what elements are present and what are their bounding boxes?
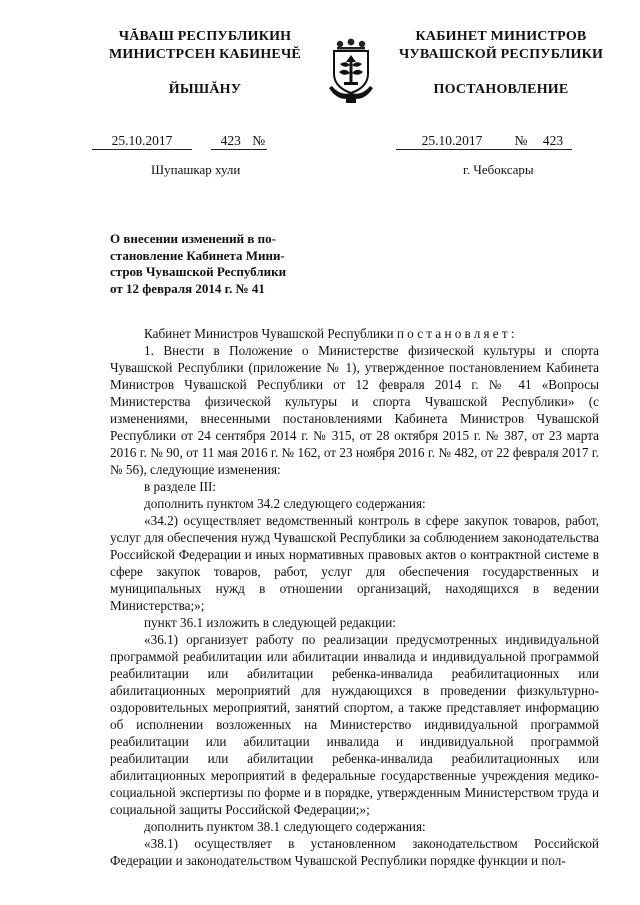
header-left-line2: МИНИСТРСЕН КАБИНЕЧĔ bbox=[109, 47, 301, 62]
header-left-line1: ЧĂВАШ РЕСПУБЛИКИН bbox=[118, 29, 292, 44]
header-left bbox=[90, 28, 320, 99]
doc-date-left: 25.10.2017 bbox=[92, 133, 192, 150]
body-paragraph: дополнить пунктом 34.2 следующего содержания: bbox=[144, 496, 426, 511]
body-paragraph: пункт 36.1 изложить в следующей редакции: bbox=[144, 615, 396, 630]
number-sign-left: № bbox=[252, 133, 266, 148]
doc-number-left: 423 bbox=[211, 133, 251, 150]
subject-line: стров Чувашской Республики bbox=[110, 264, 287, 280]
subject-line: О внесении изменений в по- bbox=[110, 231, 276, 246]
document-subject bbox=[110, 231, 306, 297]
header-right bbox=[382, 28, 620, 99]
document-body bbox=[110, 325, 599, 869]
intro-decree-word: постановляет: bbox=[396, 326, 518, 341]
subject-line: от 12 февраля 2014 г. № 41 bbox=[110, 280, 265, 296]
doc-number-line-right bbox=[396, 133, 572, 150]
body-paragraph: в разделе III: bbox=[144, 479, 217, 494]
doc-date-right: 25.10.2017 bbox=[396, 133, 508, 150]
header-right-doc-type: ПОСТАНОВЛЕНИЕ bbox=[433, 82, 569, 97]
body-paragraph: «38.1) осуществляет в установленном законодательством Российской Федерации и законодательством Чувашской Республики порядке функции и пол- bbox=[110, 836, 599, 868]
intro-paragraph bbox=[110, 325, 599, 342]
header-left-doc-type: ЙЫШĂНУ bbox=[168, 82, 242, 97]
city-left: Шупашкар хули bbox=[151, 162, 241, 177]
body-paragraph: 1. Внести в Положение о Министерстве физической культуры и спорта Чувашской Республики (приложение № 1), утвержденное постановлением Кабинета Министров Чувашской Республики от 12 февраля 2014 г. № 41 «Вопросы Министерства физической культуры и спорта Чувашской Республики» (с изменениями, внесенными постановлениями Кабинета Министров Чувашской Республики от 24 сентября 2014 г. № 315, от 28 октября 2015 г. № 387, от 23 марта 2016 г. № 90, от 11 мая 2016 г. № 162, от 23 ноября 2016 г. № 482, от 22 февраля 2017 г. № 56), следующие изменения: bbox=[110, 343, 599, 477]
body-paragraph: «34.2) осуществляет ведомственный контроль в сфере закупок товаров, работ, услуг для обеспечения нужд Чувашской Республики за соблюдением законодательства Российской Федерации и иных нормативных правовых актов о контрактной системе в сфере закупок товаров, работ, услуг для обеспечения государственных и муниципальных нужд в отношении организаций, находящихся в ведении Министерства;»; bbox=[110, 513, 599, 613]
body-paragraph: дополнить пунктом 38.1 следующего содержания: bbox=[144, 819, 426, 834]
body-paragraph: «36.1) организует работу по реализации предусмотренных индивидуальной программой реабилитации или абилитации инвалида и индивидуальной программой реабилитации или абилитации ребенка-инвалида реабилитационных или абилитационных мероприятий для нуждающихся в проведении физкультурно-оздоровительных мероприятий, занятий спортом, а также представляет информацию об исполнении возложенных на Министерство индивидуальной программой реабилитации или абилитации инвалида и индивидуальной программой реабилитации или абилитации ребенка-инвалида реабилитационных или абилитационных мероприятий в федеральные государственные учреждения медико-социальной экспертизы по форме и в порядке, утвержденным Министерством труда и социальной защиты Российской Федерации;»; bbox=[110, 632, 599, 817]
intro-prefix: Кабинет Министров Чувашской Республики bbox=[144, 326, 394, 341]
header-right-line1: КАБИНЕТ МИНИСТРОВ bbox=[415, 29, 587, 44]
doc-number-right: 423 bbox=[534, 133, 572, 150]
subject-line: становление Кабинета Мини- bbox=[110, 247, 285, 263]
number-sign-right: № bbox=[508, 133, 534, 150]
header-right-line2: ЧУВАШСКОЙ РЕСПУБЛИКИ bbox=[398, 47, 604, 62]
doc-number-line-left bbox=[92, 133, 267, 150]
city-right: г. Чебоксары bbox=[463, 162, 534, 177]
coat-of-arms-icon bbox=[320, 38, 382, 106]
